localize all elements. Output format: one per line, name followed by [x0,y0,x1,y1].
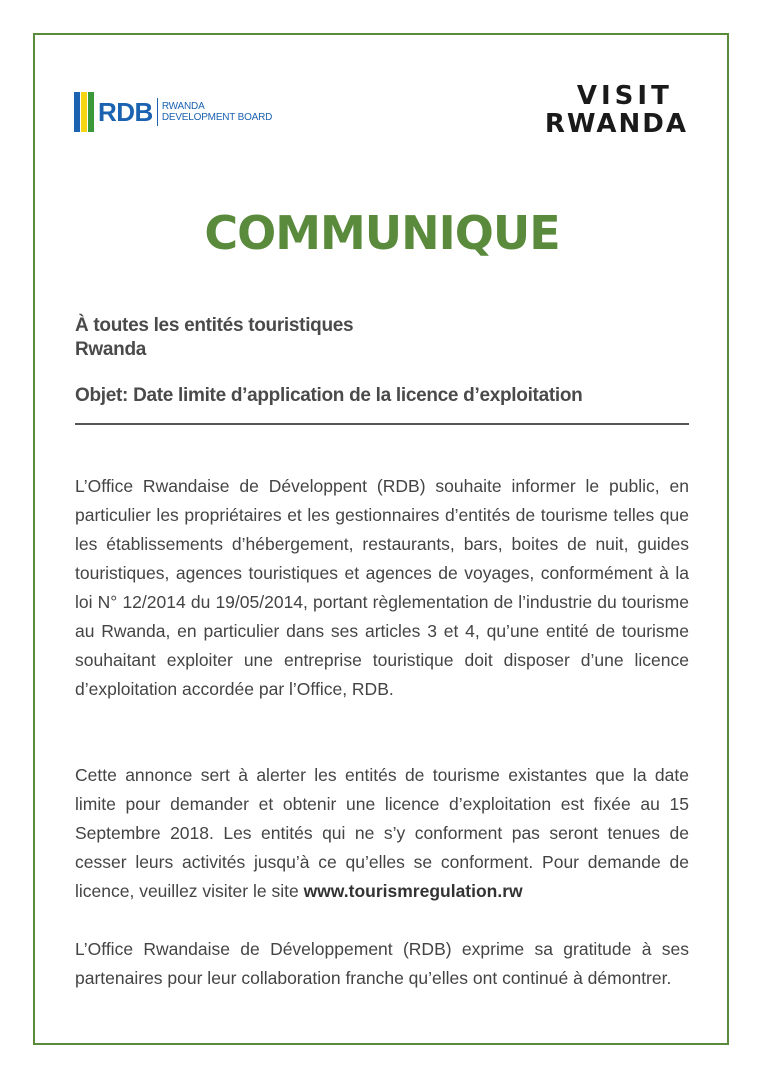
divider [75,423,689,425]
rdb-logo-subtitle [162,101,272,123]
visit-logo-line2: RWANDA [544,109,688,139]
addressee-line2: Rwanda [75,339,147,360]
rdb-logo [74,92,272,132]
addressee-line1: À toutes les entités touristiques [75,315,354,336]
paragraph-3: L’Office Rwandaise de Développement (RDB) exprime sa gratitude à ses partenaires pour leur collaboration franche qu’elles ont continué à démontrer. [75,939,689,988]
rdb-flag-bars-icon [74,92,95,132]
rdb-logo-line2: DEVELOPMENT BOARD [161,112,273,123]
subject-line: Objet: Date limite d’application de la licence d’exploitation [75,385,583,406]
visit-rwanda-logo [545,82,688,138]
rdb-logo-separator [157,98,158,126]
paragraph-2-text: Cette annonce sert à alerter les entités de tourisme existantes que la date limite pour demander et obtenir une licence d’exploitation est fixée au 15 Septembre 2018. Les entités qui ne s’y conforment pas seront tenues de cesser leurs activités jusqu’à ce qu’elles se conforment. Pour demande de licence, veuillez visiter le site [75,765,689,901]
rdb-logo-letters: RDB [98,97,153,127]
rdb-logo-line1: RWANDA [161,101,205,112]
paragraph-1: L’Office Rwandaise de Développent (RDB) souhaite informer le public, en particulier les propriétaires et les gestionnaires d’entités de tourisme telles que les établissements d’hébergement, restaurants, bars, boites de nuit, guides touristiques, agences touristiques et agences de voyages, conformément à la loi N° 12/2014 du 19/05/2014, portant règlementation de l’industrie du tourisme au Rwanda, en particulier dans ses articles 3 et 4, qu’une entité de tourisme souhaitant exploiter une entreprise touristique doit disposer d’une licence d’exploitation accordée par l’Office, RDB. [75,476,689,699]
website-link[interactable]: www.tourismregulation.rw [303,881,523,901]
page-title: COMMUNIQUE [204,206,560,260]
visit-logo-line1: VISIT [576,81,673,111]
paragraph-2 [75,761,689,906]
addressee [75,314,353,362]
